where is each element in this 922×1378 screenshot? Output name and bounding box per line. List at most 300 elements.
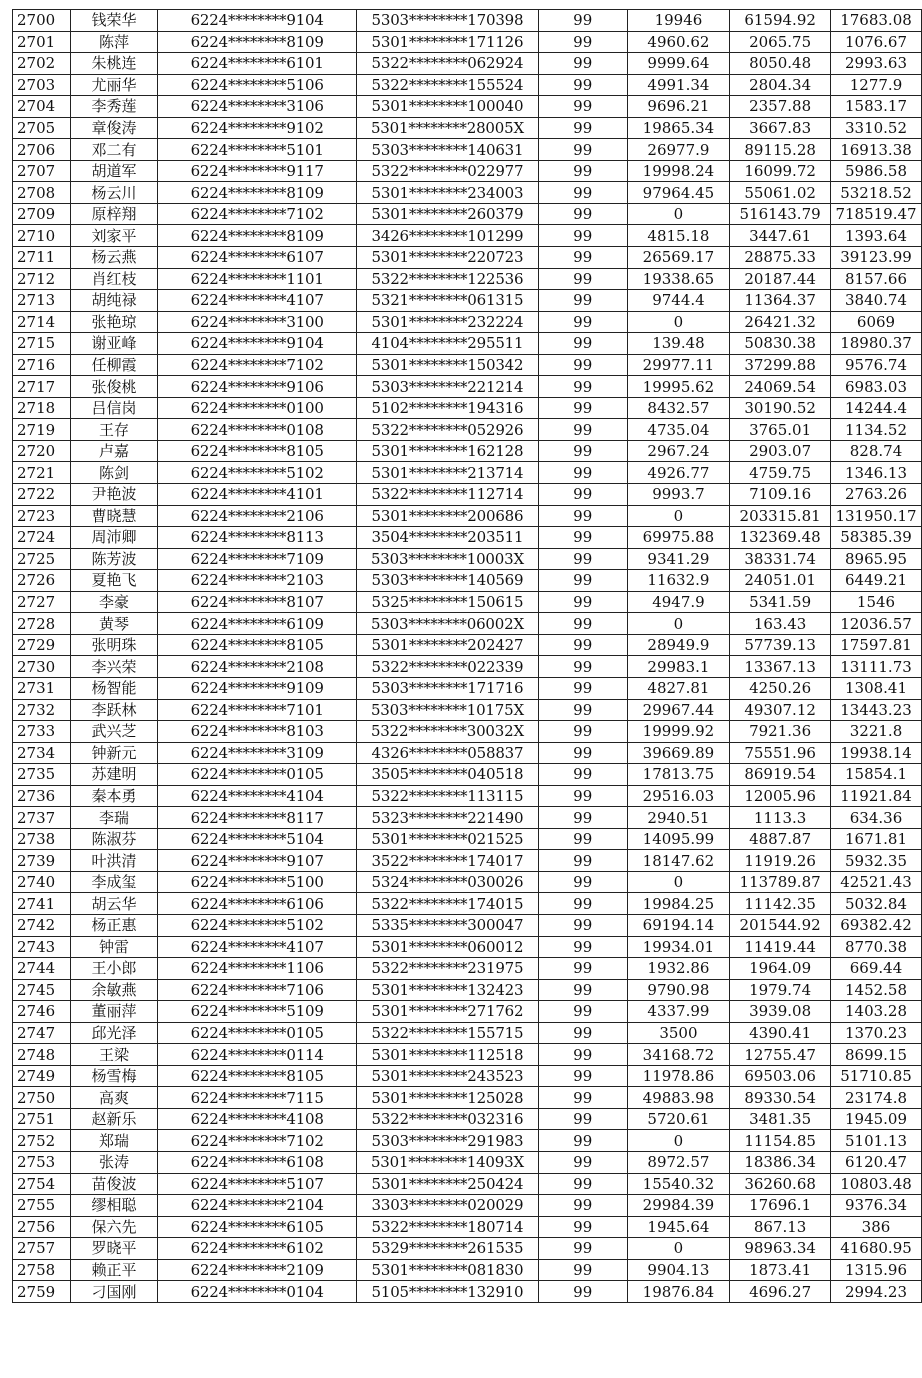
table-row	[13, 785, 922, 807]
card-number-cell: 6224********8103	[158, 721, 357, 743]
row-number-cell: 2730	[13, 656, 71, 678]
card-number-cell: 6224********3109	[158, 742, 357, 764]
name-cell: 杨正惠	[70, 914, 157, 936]
row-number-cell: 2742	[13, 914, 71, 936]
table-row	[13, 225, 922, 247]
table-row	[13, 807, 922, 829]
table-row	[13, 936, 922, 958]
card-number-cell: 6224********9117	[158, 160, 357, 182]
amount-b-cell: 4759.75	[730, 462, 831, 484]
amount-a-cell: 69975.88	[627, 527, 730, 549]
amount-c-cell: 6069	[831, 311, 922, 333]
amount-a-cell: 19946	[627, 10, 730, 32]
name-cell: 张涛	[70, 1151, 157, 1173]
amount-c-cell: 8157.66	[831, 268, 922, 290]
amount-b-cell: 5341.59	[730, 591, 831, 613]
id-number-cell: 5301********132423	[357, 979, 539, 1001]
records-table-body	[13, 10, 922, 1303]
amount-a-cell: 19999.92	[627, 721, 730, 743]
name-cell: 秦本勇	[70, 785, 157, 807]
amount-a-cell: 19876.84	[627, 1281, 730, 1303]
id-number-cell: 3522********174017	[357, 850, 539, 872]
id-number-cell: 5303********140631	[357, 139, 539, 161]
amount-c-cell: 3840.74	[831, 290, 922, 312]
name-cell: 尹艳波	[70, 484, 157, 506]
amount-a-cell: 4735.04	[627, 419, 730, 441]
value-99-cell: 99	[538, 591, 627, 613]
value-99-cell: 99	[538, 1173, 627, 1195]
table-row	[13, 634, 922, 656]
amount-b-cell: 11364.37	[730, 290, 831, 312]
amount-b-cell: 28875.33	[730, 247, 831, 269]
value-99-cell: 99	[538, 376, 627, 398]
amount-a-cell: 26569.17	[627, 247, 730, 269]
name-cell: 高爽	[70, 1087, 157, 1109]
amount-c-cell: 58385.39	[831, 527, 922, 549]
amount-b-cell: 89115.28	[730, 139, 831, 161]
name-cell: 杨智能	[70, 677, 157, 699]
table-row	[13, 354, 922, 376]
id-number-cell: 5301********125028	[357, 1087, 539, 1109]
id-number-cell: 4104********295511	[357, 333, 539, 355]
card-number-cell: 6224********5107	[158, 1173, 357, 1195]
row-number-cell: 2741	[13, 893, 71, 915]
id-number-cell: 5301********271762	[357, 1001, 539, 1023]
id-number-cell: 3505********040518	[357, 764, 539, 786]
card-number-cell: 6224********8117	[158, 807, 357, 829]
amount-a-cell: 29983.1	[627, 656, 730, 678]
table-row	[13, 419, 922, 441]
table-row	[13, 1022, 922, 1044]
id-number-cell: 5322********112714	[357, 484, 539, 506]
amount-a-cell: 9904.13	[627, 1259, 730, 1281]
name-cell: 李成玺	[70, 871, 157, 893]
id-number-cell: 5322********174015	[357, 893, 539, 915]
id-number-cell: 3303********020029	[357, 1195, 539, 1217]
table-row	[13, 1216, 922, 1238]
card-number-cell: 6224********6102	[158, 1238, 357, 1260]
amount-c-cell: 18980.37	[831, 333, 922, 355]
table-row	[13, 1044, 922, 1066]
amount-b-cell: 203315.81	[730, 505, 831, 527]
amount-a-cell: 3500	[627, 1022, 730, 1044]
name-cell: 任柳霞	[70, 354, 157, 376]
id-number-cell: 5323********221490	[357, 807, 539, 829]
amount-b-cell: 13367.13	[730, 656, 831, 678]
row-number-cell: 2727	[13, 591, 71, 613]
id-number-cell: 5301********100040	[357, 96, 539, 118]
card-number-cell: 6224********4104	[158, 785, 357, 807]
amount-a-cell: 14095.99	[627, 828, 730, 850]
id-number-cell: 5303********171716	[357, 677, 539, 699]
card-number-cell: 6224********9104	[158, 10, 357, 32]
value-99-cell: 99	[538, 74, 627, 96]
amount-c-cell: 2993.63	[831, 53, 922, 75]
table-row	[13, 96, 922, 118]
row-number-cell: 2748	[13, 1044, 71, 1066]
row-number-cell: 2721	[13, 462, 71, 484]
amount-a-cell: 5720.61	[627, 1108, 730, 1130]
table-row	[13, 591, 922, 613]
name-cell: 王存	[70, 419, 157, 441]
value-99-cell: 99	[538, 440, 627, 462]
id-number-cell: 5301********162128	[357, 440, 539, 462]
value-99-cell: 99	[538, 1195, 627, 1217]
amount-c-cell: 14244.4	[831, 397, 922, 419]
row-number-cell: 2740	[13, 871, 71, 893]
table-row	[13, 268, 922, 290]
value-99-cell: 99	[538, 505, 627, 527]
amount-b-cell: 3447.61	[730, 225, 831, 247]
value-99-cell: 99	[538, 96, 627, 118]
amount-a-cell: 4991.34	[627, 74, 730, 96]
table-row	[13, 699, 922, 721]
row-number-cell: 2706	[13, 139, 71, 161]
amount-a-cell: 29977.11	[627, 354, 730, 376]
table-row	[13, 1108, 922, 1130]
card-number-cell: 6224********9107	[158, 850, 357, 872]
table-row	[13, 721, 922, 743]
row-number-cell: 2732	[13, 699, 71, 721]
card-number-cell: 6224********7115	[158, 1087, 357, 1109]
amount-a-cell: 0	[627, 1238, 730, 1260]
card-number-cell: 6224********3106	[158, 96, 357, 118]
amount-b-cell: 132369.48	[730, 527, 831, 549]
name-cell: 赖正平	[70, 1259, 157, 1281]
card-number-cell: 6224********8109	[158, 182, 357, 204]
id-number-cell: 5322********122536	[357, 268, 539, 290]
id-number-cell: 3426********101299	[357, 225, 539, 247]
records-table	[12, 9, 922, 1303]
amount-c-cell: 1671.81	[831, 828, 922, 850]
name-cell: 陈芳波	[70, 548, 157, 570]
name-cell: 夏艳飞	[70, 570, 157, 592]
card-number-cell: 6224********4107	[158, 936, 357, 958]
amount-a-cell: 4926.77	[627, 462, 730, 484]
value-99-cell: 99	[538, 1151, 627, 1173]
id-number-cell: 5301********28005X	[357, 117, 539, 139]
table-row	[13, 914, 922, 936]
amount-b-cell: 1979.74	[730, 979, 831, 1001]
amount-b-cell: 55061.02	[730, 182, 831, 204]
card-number-cell: 6224********8105	[158, 440, 357, 462]
table-row	[13, 203, 922, 225]
card-number-cell: 6224********7106	[158, 979, 357, 1001]
name-cell: 朱桃连	[70, 53, 157, 75]
amount-b-cell: 98963.34	[730, 1238, 831, 1260]
id-number-cell: 5303********140569	[357, 570, 539, 592]
card-number-cell: 6224********6107	[158, 247, 357, 269]
amount-b-cell: 3765.01	[730, 419, 831, 441]
id-number-cell: 5322********062924	[357, 53, 539, 75]
card-number-cell: 6224********7102	[158, 203, 357, 225]
row-number-cell: 2712	[13, 268, 71, 290]
card-number-cell: 6224********4107	[158, 290, 357, 312]
id-number-cell: 5301********260379	[357, 203, 539, 225]
amount-b-cell: 3481.35	[730, 1108, 831, 1130]
table-row	[13, 871, 922, 893]
table-row	[13, 893, 922, 915]
table-row	[13, 1130, 922, 1152]
value-99-cell: 99	[538, 764, 627, 786]
id-number-cell: 5301********150342	[357, 354, 539, 376]
table-row	[13, 1001, 922, 1023]
value-99-cell: 99	[538, 333, 627, 355]
amount-b-cell: 37299.88	[730, 354, 831, 376]
table-row	[13, 570, 922, 592]
value-99-cell: 99	[538, 958, 627, 980]
amount-c-cell: 3310.52	[831, 117, 922, 139]
card-number-cell: 6224********7109	[158, 548, 357, 570]
amount-b-cell: 61594.92	[730, 10, 831, 32]
table-row	[13, 10, 922, 32]
amount-b-cell: 69503.06	[730, 1065, 831, 1087]
amount-a-cell: 2967.24	[627, 440, 730, 462]
card-number-cell: 6224********5104	[158, 828, 357, 850]
amount-c-cell: 51710.85	[831, 1065, 922, 1087]
card-number-cell: 6224********5102	[158, 914, 357, 936]
table-row	[13, 53, 922, 75]
card-number-cell: 6224********4101	[158, 484, 357, 506]
amount-c-cell: 1546	[831, 591, 922, 613]
amount-a-cell: 0	[627, 203, 730, 225]
table-row	[13, 1087, 922, 1109]
row-number-cell: 2757	[13, 1238, 71, 1260]
card-number-cell: 6224********1106	[158, 958, 357, 980]
value-99-cell: 99	[538, 613, 627, 635]
value-99-cell: 99	[538, 893, 627, 915]
name-cell: 章俊涛	[70, 117, 157, 139]
amount-c-cell: 9376.34	[831, 1195, 922, 1217]
amount-a-cell: 4827.81	[627, 677, 730, 699]
amount-b-cell: 2903.07	[730, 440, 831, 462]
name-cell: 武兴芝	[70, 721, 157, 743]
amount-c-cell: 5101.13	[831, 1130, 922, 1152]
amount-a-cell: 29516.03	[627, 785, 730, 807]
table-row	[13, 462, 922, 484]
name-cell: 苗俊波	[70, 1173, 157, 1195]
amount-b-cell: 49307.12	[730, 699, 831, 721]
value-99-cell: 99	[538, 1281, 627, 1303]
name-cell: 董丽萍	[70, 1001, 157, 1023]
amount-c-cell: 1403.28	[831, 1001, 922, 1023]
table-row	[13, 613, 922, 635]
amount-b-cell: 201544.92	[730, 914, 831, 936]
id-number-cell: 5322********231975	[357, 958, 539, 980]
amount-b-cell: 163.43	[730, 613, 831, 635]
name-cell: 肖红枝	[70, 268, 157, 290]
row-number-cell: 2720	[13, 440, 71, 462]
id-number-cell: 5301********200686	[357, 505, 539, 527]
row-number-cell: 2759	[13, 1281, 71, 1303]
amount-c-cell: 69382.42	[831, 914, 922, 936]
value-99-cell: 99	[538, 634, 627, 656]
amount-b-cell: 4696.27	[730, 1281, 831, 1303]
id-number-cell: 5322********022977	[357, 160, 539, 182]
amount-a-cell: 29984.39	[627, 1195, 730, 1217]
amount-c-cell: 3221.8	[831, 721, 922, 743]
card-number-cell: 6224********0105	[158, 1022, 357, 1044]
card-number-cell: 6224********6105	[158, 1216, 357, 1238]
card-number-cell: 6224********6101	[158, 53, 357, 75]
value-99-cell: 99	[538, 936, 627, 958]
table-row	[13, 828, 922, 850]
amount-c-cell: 2763.26	[831, 484, 922, 506]
amount-a-cell: 11632.9	[627, 570, 730, 592]
row-number-cell: 2750	[13, 1087, 71, 1109]
id-number-cell: 5322********022339	[357, 656, 539, 678]
amount-c-cell: 1076.67	[831, 31, 922, 53]
row-number-cell: 2705	[13, 117, 71, 139]
name-cell: 钟雷	[70, 936, 157, 958]
card-number-cell: 6224********6109	[158, 613, 357, 635]
row-number-cell: 2756	[13, 1216, 71, 1238]
amount-b-cell: 12755.47	[730, 1044, 831, 1066]
amount-c-cell: 13111.73	[831, 656, 922, 678]
id-number-cell: 5322********032316	[357, 1108, 539, 1130]
amount-a-cell: 19338.65	[627, 268, 730, 290]
amount-b-cell: 50830.38	[730, 333, 831, 355]
amount-b-cell: 3939.08	[730, 1001, 831, 1023]
id-number-cell: 5301********14093X	[357, 1151, 539, 1173]
table-row	[13, 160, 922, 182]
amount-c-cell: 131950.17	[831, 505, 922, 527]
table-row	[13, 117, 922, 139]
row-number-cell: 2735	[13, 764, 71, 786]
card-number-cell: 6224********5101	[158, 139, 357, 161]
value-99-cell: 99	[538, 203, 627, 225]
value-99-cell: 99	[538, 742, 627, 764]
amount-a-cell: 11978.86	[627, 1065, 730, 1087]
value-99-cell: 99	[538, 419, 627, 441]
amount-c-cell: 13443.23	[831, 699, 922, 721]
amount-b-cell: 1113.3	[730, 807, 831, 829]
amount-c-cell: 15854.1	[831, 764, 922, 786]
table-row	[13, 1065, 922, 1087]
row-number-cell: 2725	[13, 548, 71, 570]
value-99-cell: 99	[538, 139, 627, 161]
table-row	[13, 505, 922, 527]
id-number-cell: 5105********132910	[357, 1281, 539, 1303]
id-number-cell: 5303********170398	[357, 10, 539, 32]
amount-c-cell: 1315.96	[831, 1259, 922, 1281]
value-99-cell: 99	[538, 290, 627, 312]
id-number-cell: 5301********021525	[357, 828, 539, 850]
name-cell: 邓二有	[70, 139, 157, 161]
id-number-cell: 5301********060012	[357, 936, 539, 958]
amount-b-cell: 867.13	[730, 1216, 831, 1238]
row-number-cell: 2753	[13, 1151, 71, 1173]
amount-b-cell: 30190.52	[730, 397, 831, 419]
name-cell: 郑瑞	[70, 1130, 157, 1152]
table-row	[13, 742, 922, 764]
table-row	[13, 290, 922, 312]
amount-a-cell: 69194.14	[627, 914, 730, 936]
card-number-cell: 6224********8105	[158, 634, 357, 656]
amount-b-cell: 2357.88	[730, 96, 831, 118]
value-99-cell: 99	[538, 785, 627, 807]
value-99-cell: 99	[538, 31, 627, 53]
table-row	[13, 527, 922, 549]
amount-a-cell: 4947.9	[627, 591, 730, 613]
name-cell: 余敏燕	[70, 979, 157, 1001]
value-99-cell: 99	[538, 677, 627, 699]
amount-c-cell: 9576.74	[831, 354, 922, 376]
amount-b-cell: 57739.13	[730, 634, 831, 656]
name-cell: 杨雪梅	[70, 1065, 157, 1087]
row-number-cell: 2701	[13, 31, 71, 53]
id-number-cell: 5102********194316	[357, 397, 539, 419]
row-number-cell: 2714	[13, 311, 71, 333]
value-99-cell: 99	[538, 1087, 627, 1109]
value-99-cell: 99	[538, 828, 627, 850]
amount-c-cell: 42521.43	[831, 871, 922, 893]
amount-c-cell: 1308.41	[831, 677, 922, 699]
value-99-cell: 99	[538, 871, 627, 893]
amount-b-cell: 4390.41	[730, 1022, 831, 1044]
name-cell: 张俊桃	[70, 376, 157, 398]
id-number-cell: 5322********30032X	[357, 721, 539, 743]
amount-c-cell: 6983.03	[831, 376, 922, 398]
name-cell: 赵新乐	[70, 1108, 157, 1130]
amount-b-cell: 89330.54	[730, 1087, 831, 1109]
id-number-cell: 5322********155524	[357, 74, 539, 96]
row-number-cell: 2737	[13, 807, 71, 829]
amount-b-cell: 75551.96	[730, 742, 831, 764]
amount-b-cell: 18386.34	[730, 1151, 831, 1173]
id-number-cell: 5301********234003	[357, 182, 539, 204]
value-99-cell: 99	[538, 1022, 627, 1044]
name-cell: 胡道军	[70, 160, 157, 182]
amount-c-cell: 53218.52	[831, 182, 922, 204]
name-cell: 陈剑	[70, 462, 157, 484]
name-cell: 胡云华	[70, 893, 157, 915]
value-99-cell: 99	[538, 1238, 627, 1260]
amount-c-cell: 11921.84	[831, 785, 922, 807]
name-cell: 李兴荣	[70, 656, 157, 678]
row-number-cell: 2724	[13, 527, 71, 549]
value-99-cell: 99	[538, 914, 627, 936]
id-number-cell: 5301********250424	[357, 1173, 539, 1195]
amount-c-cell: 1945.09	[831, 1108, 922, 1130]
amount-c-cell: 5986.58	[831, 160, 922, 182]
card-number-cell: 6224********5100	[158, 871, 357, 893]
card-number-cell: 6224********0100	[158, 397, 357, 419]
id-number-cell: 5301********213714	[357, 462, 539, 484]
amount-c-cell: 1134.52	[831, 419, 922, 441]
id-number-cell: 5303********10175X	[357, 699, 539, 721]
name-cell: 杨云川	[70, 182, 157, 204]
id-number-cell: 5303********06002X	[357, 613, 539, 635]
value-99-cell: 99	[538, 527, 627, 549]
name-cell: 陈萍	[70, 31, 157, 53]
amount-a-cell: 0	[627, 505, 730, 527]
amount-a-cell: 139.48	[627, 333, 730, 355]
card-number-cell: 6224********8109	[158, 225, 357, 247]
id-number-cell: 5321********061315	[357, 290, 539, 312]
card-number-cell: 6224********0104	[158, 1281, 357, 1303]
amount-a-cell: 1945.64	[627, 1216, 730, 1238]
value-99-cell: 99	[538, 570, 627, 592]
amount-a-cell: 29967.44	[627, 699, 730, 721]
amount-a-cell: 19984.25	[627, 893, 730, 915]
row-number-cell: 2707	[13, 160, 71, 182]
value-99-cell: 99	[538, 182, 627, 204]
amount-c-cell: 17683.08	[831, 10, 922, 32]
card-number-cell: 6224********5109	[158, 1001, 357, 1023]
amount-c-cell: 1583.17	[831, 96, 922, 118]
table-row	[13, 1173, 922, 1195]
